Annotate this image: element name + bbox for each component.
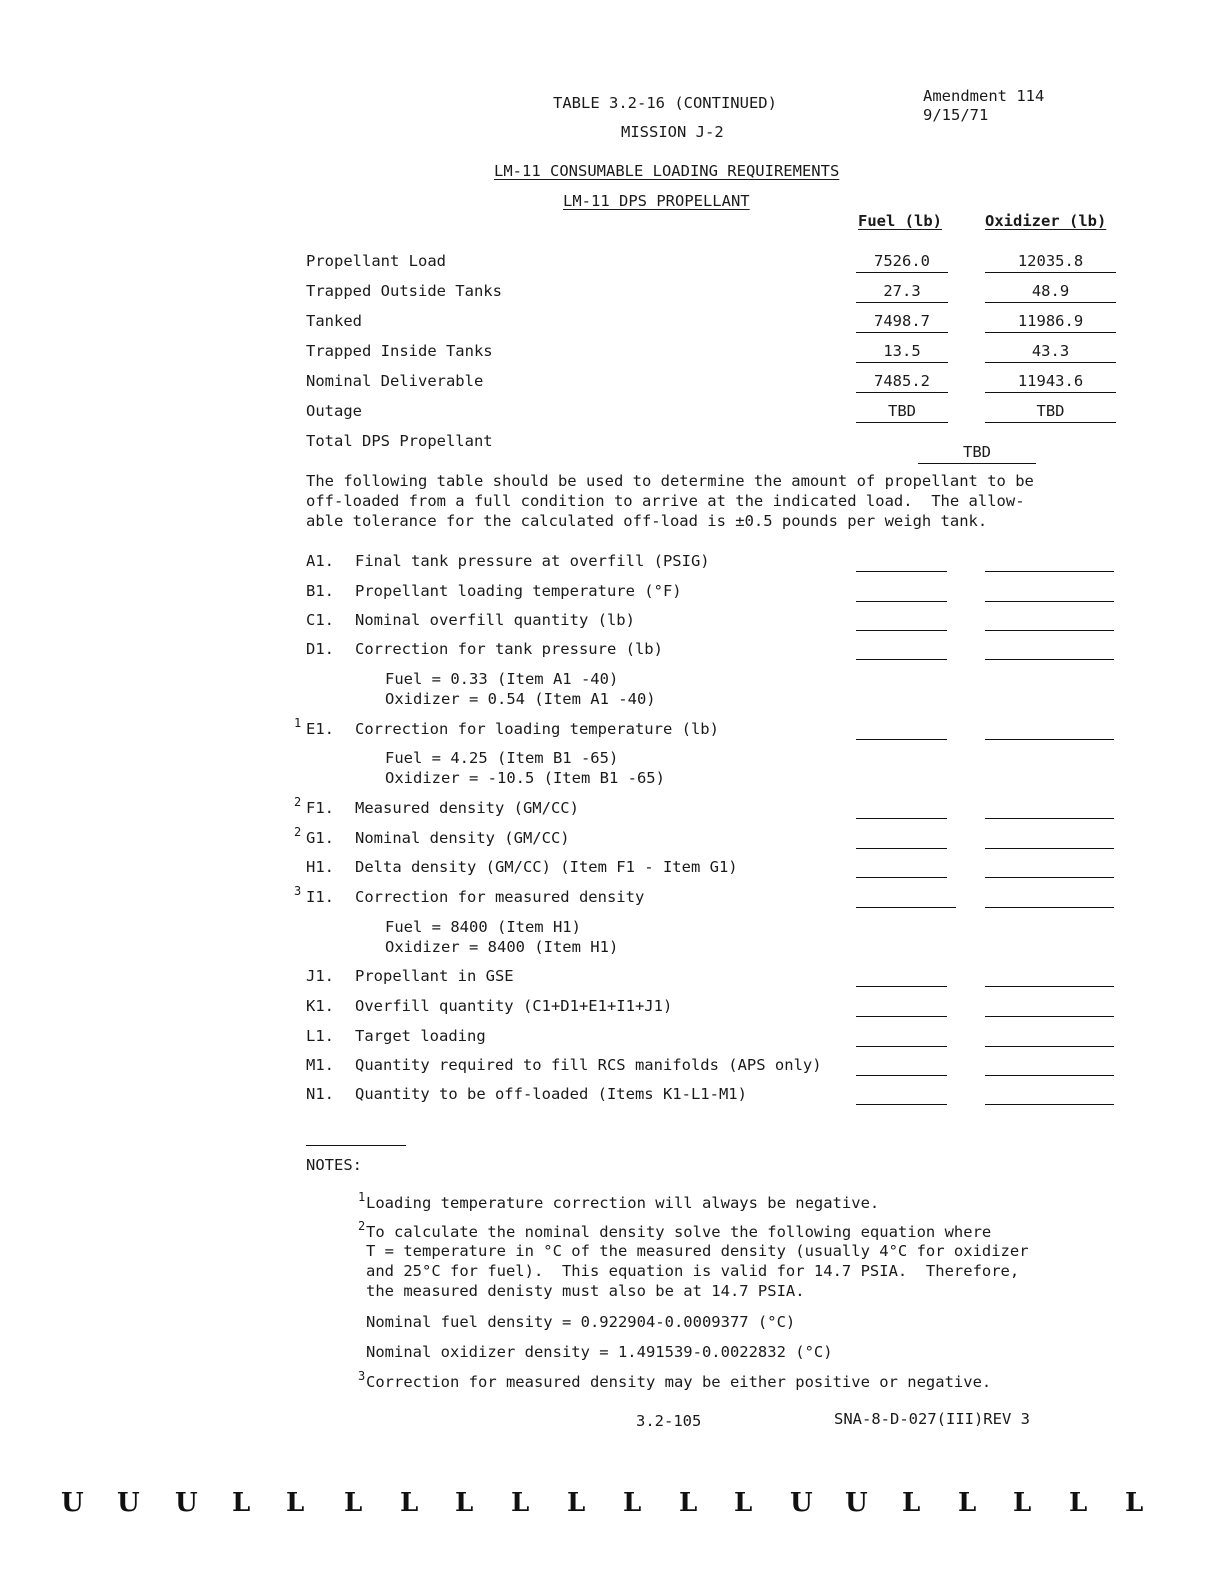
oxidizer-blank xyxy=(985,876,1114,878)
fuel-blank xyxy=(856,658,947,660)
fuel-column-header: Fuel (lb) xyxy=(858,212,942,230)
formula-line: Oxidizer = 8400 (Item H1) xyxy=(385,938,619,956)
fuel-blank xyxy=(856,570,947,572)
note-2-line: T = temperature in °C of the measured density (usually 4°C for oxidizer xyxy=(366,1242,1029,1260)
edge-mark: U xyxy=(61,1488,84,1518)
oxidizer-blank xyxy=(985,1045,1114,1047)
item-text: Nominal density (GM/CC) xyxy=(355,829,570,847)
edge-mark: L xyxy=(400,1488,419,1518)
oxidizer-blank xyxy=(985,629,1114,631)
edge-mark: L xyxy=(344,1488,363,1518)
oxidizer-value-tanked: 11986.9 xyxy=(985,314,1116,333)
note-3: Correction for measured density may be either positive or negative. xyxy=(366,1373,992,1391)
item-text: Propellant loading temperature (°F) xyxy=(355,582,682,600)
amendment-date: 9/15/71 xyxy=(923,106,989,124)
fuel-blank xyxy=(856,1015,947,1017)
item-text: Quantity to be off-loaded (Items K1-L1-M1) xyxy=(355,1085,747,1103)
item-text: Target loading xyxy=(355,1027,486,1045)
item-code: I1. xyxy=(306,888,334,906)
item-text: Propellant in GSE xyxy=(355,967,514,985)
subsection-title: LM-11 DPS PROPELLANT xyxy=(563,192,750,210)
fuel-value-trapped-outside: 27.3 xyxy=(856,284,948,303)
item-text: Final tank pressure at overfill (PSIG) xyxy=(355,552,710,570)
item-code: M1. xyxy=(306,1056,334,1074)
item-code: H1. xyxy=(306,858,334,876)
note-2-line: the measured denisty must also be at 14.7 PSIA. xyxy=(366,1282,805,1300)
item-text: Quantity required to fill RCS manifolds (APS only) xyxy=(355,1056,822,1074)
edge-mark: L xyxy=(902,1488,921,1518)
item-code: F1. xyxy=(306,799,334,817)
fuel-value-trapped-inside: 13.5 xyxy=(856,344,948,363)
total-dps-value: TBD xyxy=(918,445,1036,464)
item-text: Delta density (GM/CC) (Item F1 - Item G1) xyxy=(355,858,738,876)
footnote-marker: 1 xyxy=(358,1190,366,1204)
fuel-blank xyxy=(856,1103,947,1105)
item-code: A1. xyxy=(306,552,334,570)
footnote-marker: 1 xyxy=(294,716,302,730)
fuel-blank xyxy=(856,1074,947,1076)
footnote-marker: 2 xyxy=(294,795,302,809)
formula-line: Oxidizer = 0.54 (Item A1 -40) xyxy=(385,690,656,708)
edge-mark: U xyxy=(845,1488,868,1518)
page-number: 3.2-105 xyxy=(636,1412,702,1430)
item-text: Overfill quantity (C1+D1+E1+I1+J1) xyxy=(355,997,673,1015)
section-title: LM-11 CONSUMABLE LOADING REQUIREMENTS xyxy=(494,162,840,180)
fuel-blank xyxy=(856,600,947,602)
instructions-line: off-loaded from a full condition to arrive at the indicated load. The allow- xyxy=(306,492,1025,510)
oxidizer-blank xyxy=(985,738,1114,740)
fuel-value-nominal-deliverable: 7485.2 xyxy=(856,374,948,393)
edge-mark: L xyxy=(1069,1488,1088,1518)
note-2-line: and 25°C for fuel). This equation is valid for 14.7 PSIA. Therefore, xyxy=(366,1262,1020,1280)
fuel-blank xyxy=(856,817,947,819)
oxidizer-blank xyxy=(985,847,1114,849)
edge-mark: L xyxy=(1013,1488,1032,1518)
footnote-marker: 2 xyxy=(358,1219,366,1233)
oxidizer-blank xyxy=(985,906,1114,908)
edge-mark: L xyxy=(511,1488,530,1518)
fuel-value-propellant-load: 7526.0 xyxy=(856,254,948,273)
row-label-nominal-deliverable: Nominal Deliverable xyxy=(306,372,484,390)
edge-mark: L xyxy=(679,1488,698,1518)
item-code: D1. xyxy=(306,640,334,658)
fuel-density-equation: Nominal fuel density = 0.922904-0.0009377 (°C) xyxy=(366,1313,796,1331)
footnote-marker: 2 xyxy=(294,825,302,839)
instructions-line: The following table should be used to determine the amount of propellant to be xyxy=(306,472,1034,490)
fuel-value-outage: TBD xyxy=(856,404,948,423)
item-code: L1. xyxy=(306,1027,334,1045)
edge-mark: L xyxy=(567,1488,586,1518)
fuel-blank xyxy=(856,1045,947,1047)
edge-mark: U xyxy=(117,1488,140,1518)
oxidizer-blank xyxy=(985,570,1114,572)
row-label-trapped-outside: Trapped Outside Tanks xyxy=(306,282,502,300)
edge-mark: L xyxy=(1125,1488,1144,1518)
oxidizer-value-propellant-load: 12035.8 xyxy=(985,254,1116,273)
edge-mark: L xyxy=(958,1488,977,1518)
oxidizer-blank xyxy=(985,658,1114,660)
document-id: SNA-8-D-027(III)REV 3 xyxy=(834,1410,1030,1428)
amendment-label: Amendment 114 xyxy=(923,87,1045,105)
item-text: Correction for loading temperature (lb) xyxy=(355,720,719,738)
oxidizer-value-outage: TBD xyxy=(985,404,1116,423)
row-label-outage: Outage xyxy=(306,402,362,420)
note-2-line: To calculate the nominal density solve the following equation where xyxy=(366,1223,992,1241)
footnote-marker: 3 xyxy=(294,884,302,898)
note-1: Loading temperature correction will always be negative. xyxy=(366,1194,880,1212)
formula-line: Fuel = 8400 (Item H1) xyxy=(385,918,581,936)
oxidizer-blank xyxy=(985,817,1114,819)
fuel-blank xyxy=(856,738,947,740)
item-text: Correction for tank pressure (lb) xyxy=(355,640,663,658)
oxidizer-blank xyxy=(985,1015,1114,1017)
edge-mark: L xyxy=(232,1488,251,1518)
notes-separator xyxy=(306,1144,406,1146)
oxidizer-value-trapped-outside: 48.9 xyxy=(985,284,1116,303)
oxidizer-blank xyxy=(985,985,1114,987)
notes-heading: NOTES: xyxy=(306,1156,362,1174)
oxidizer-blank xyxy=(985,600,1114,602)
formula-line: Fuel = 4.25 (Item B1 -65) xyxy=(385,749,619,767)
formula-line: Oxidizer = -10.5 (Item B1 -65) xyxy=(385,769,665,787)
mission-label: MISSION J-2 xyxy=(621,123,724,141)
item-text: Correction for measured density xyxy=(355,888,645,906)
item-code: J1. xyxy=(306,967,334,985)
row-label-propellant-load: Propellant Load xyxy=(306,252,446,270)
footnote-marker: 3 xyxy=(358,1369,366,1383)
oxidizer-blank xyxy=(985,1103,1114,1105)
fuel-blank xyxy=(856,629,947,631)
page-edge-marks xyxy=(55,1490,1155,1520)
table-title: TABLE 3.2-16 (CONTINUED) xyxy=(553,94,777,112)
item-text: Measured density (GM/CC) xyxy=(355,799,579,817)
edge-mark: L xyxy=(286,1488,305,1518)
item-code: N1. xyxy=(306,1085,334,1103)
fuel-value-tanked: 7498.7 xyxy=(856,314,948,333)
row-label-tanked: Tanked xyxy=(306,312,362,330)
edge-mark: L xyxy=(623,1488,642,1518)
fuel-blank xyxy=(856,906,956,908)
fuel-blank xyxy=(856,847,947,849)
row-label-trapped-inside: Trapped Inside Tanks xyxy=(306,342,493,360)
oxidizer-blank xyxy=(985,1074,1114,1076)
item-code: G1. xyxy=(306,829,334,847)
edge-mark: U xyxy=(790,1488,813,1518)
item-code: C1. xyxy=(306,611,334,629)
oxidizer-value-nominal-deliverable: 11943.6 xyxy=(985,374,1116,393)
edge-mark: U xyxy=(175,1488,198,1518)
item-code: K1. xyxy=(306,997,334,1015)
fuel-blank xyxy=(856,876,947,878)
oxidizer-column-header: Oxidizer (lb) xyxy=(985,212,1107,230)
fuel-blank xyxy=(856,985,947,987)
instructions-line: able tolerance for the calculated off-load is ±0.5 pounds per weigh tank. xyxy=(306,512,988,530)
row-label-total-dps: Total DPS Propellant xyxy=(306,432,493,450)
item-code: B1. xyxy=(306,582,334,600)
edge-mark: L xyxy=(455,1488,474,1518)
formula-line: Fuel = 0.33 (Item A1 -40) xyxy=(385,670,619,688)
item-text: Nominal overfill quantity (lb) xyxy=(355,611,635,629)
edge-mark: L xyxy=(734,1488,753,1518)
oxidizer-density-equation: Nominal oxidizer density = 1.491539-0.0022832 (°C) xyxy=(366,1343,833,1361)
oxidizer-value-trapped-inside: 43.3 xyxy=(985,344,1116,363)
item-code: E1. xyxy=(306,720,334,738)
